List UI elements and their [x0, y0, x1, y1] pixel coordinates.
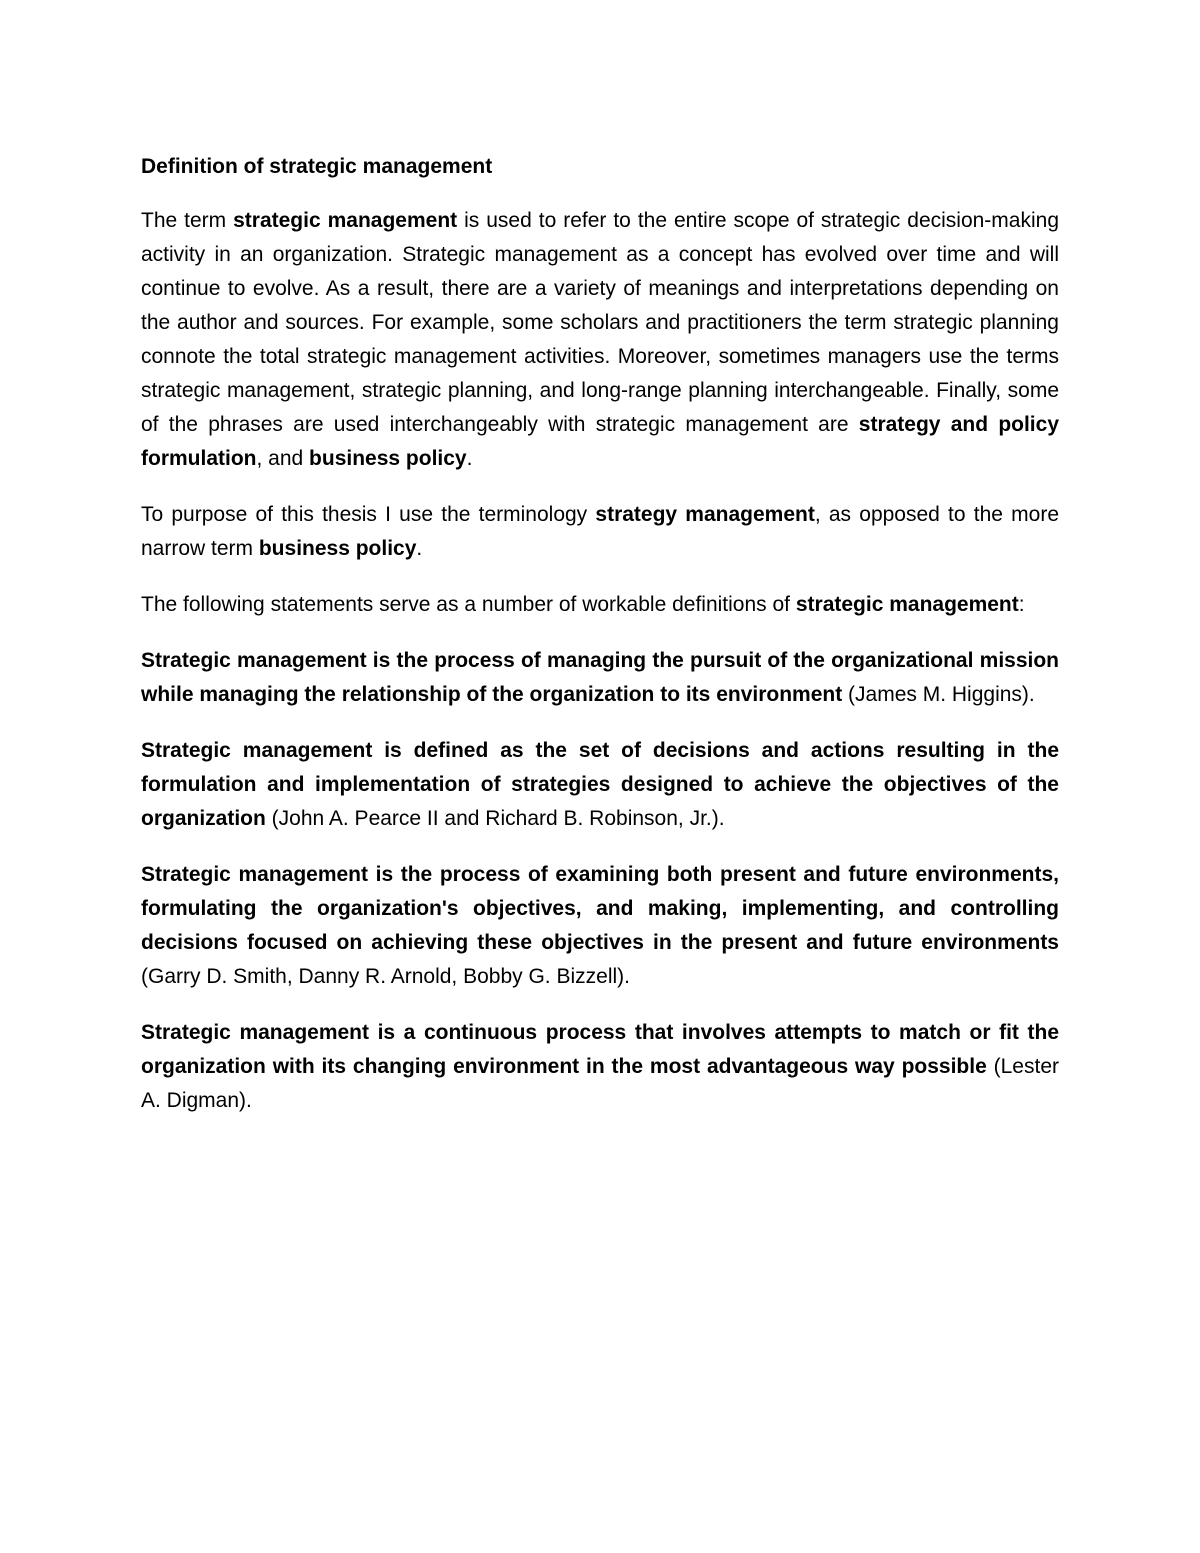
intro-text-1: The term: [141, 209, 234, 232]
intro-bold-strategic-management: strategic management: [233, 209, 458, 232]
definition-text: Strategic management is a continuous process that involves attempts to match or fit the organization with its changing environment in the most advantageous way possible: [141, 1021, 1059, 1078]
definition-paragraph: [141, 858, 1059, 994]
definition-source: (James M. Higgins).: [842, 683, 1035, 706]
definition-paragraph: [141, 1016, 1059, 1118]
definition-text: Strategic management is the process of managing the pursuit of the organizational mission while managing the relationship of the organization to its environment: [141, 649, 1059, 706]
purpose-paragraph: [141, 498, 1059, 566]
definition-text: Strategic management is the process of examining both present and future environments, formulating the organization's objectives, and making, implementing, and controlling decisions focused on achieving these objectives in the present and future environments: [141, 863, 1059, 954]
intro-paragraph: [141, 204, 1059, 476]
lead-text-1: The following statements serve as a number of workable definitions of: [141, 593, 796, 616]
intro-text-3: , and: [256, 447, 310, 470]
definition-source: (John A. Pearce II and Richard B. Robinson, Jr.).: [265, 807, 725, 830]
intro-text-4: .: [466, 447, 473, 470]
definition-paragraph: [141, 734, 1059, 836]
intro-text-2: is used to refer to the entire scope of strategic decision-making activity in an organization. Strategic management as a concept has evolved over time and will continue to evolve. As a result, there are a variety of meanings and interpretations depending on the author and sources. For example, some scholars and practitioners the term strategic planning connote the total strategic management activities. Moreover, sometimes managers use the terms strategic management, strategic planning, and long-range planning interchangeable. Finally, some of the phrases are used interchangeably with strategic management are: [141, 209, 1059, 436]
intro-bold-strategy-policy: strategy and policy formulation: [141, 413, 1059, 470]
lead-bold-strategic-management: strategic management: [795, 593, 1019, 616]
purpose-text-3: .: [416, 537, 423, 560]
document-page: [141, 150, 1059, 1140]
intro-bold-business-policy: business policy: [309, 447, 467, 470]
lead-text-2: :: [1018, 593, 1025, 616]
purpose-bold-business-policy: business policy: [258, 537, 417, 560]
definition-text: Strategic management is defined as the set of decisions and actions resulting in the formulation and implementation of strategies designed to achieve the objectives of the organization: [141, 739, 1059, 830]
definition-source: (Lester A. Digman).: [141, 1055, 1059, 1112]
purpose-text-2: , as opposed to the more narrow term: [141, 503, 1060, 560]
definition-paragraph: [141, 644, 1059, 712]
lead-paragraph: [141, 588, 1059, 622]
purpose-bold-strategy-management: strategy management: [595, 503, 815, 526]
purpose-text-1: To purpose of this thesis I use the terminology: [141, 503, 596, 526]
definition-source: (Garry D. Smith, Danny R. Arnold, Bobby G. Bizzell).: [141, 965, 630, 988]
document-title: Definition of strategic management: [141, 155, 493, 178]
